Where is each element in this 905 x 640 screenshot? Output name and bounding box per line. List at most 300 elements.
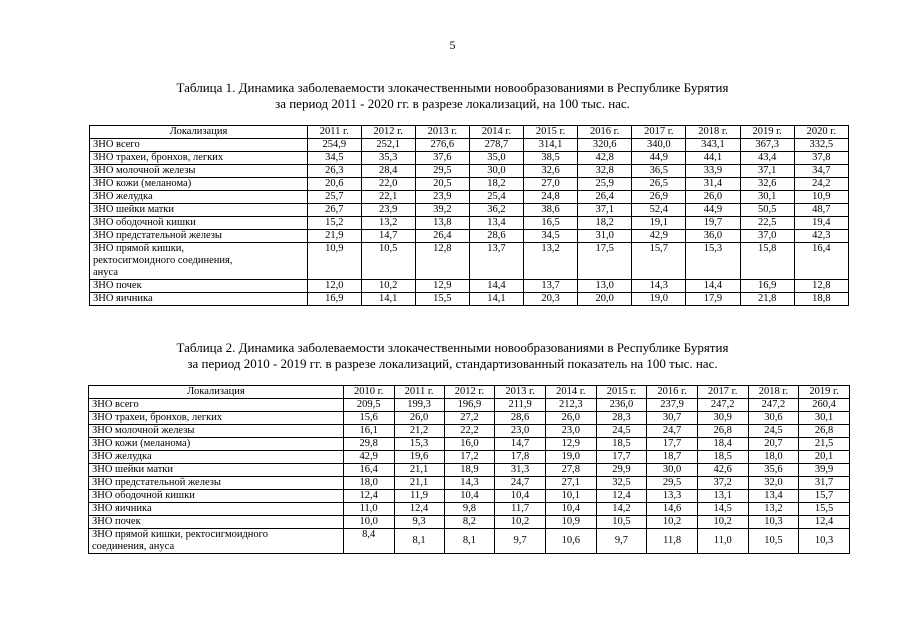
table-cell: 26,3 [308, 165, 362, 178]
table-cell: 25,9 [578, 178, 632, 191]
table-cell: 343,1 [686, 139, 740, 152]
row-label: ЗНО яичника [89, 503, 344, 516]
table-cell: 16,9 [308, 293, 362, 306]
column-header-year: 2013 г. [495, 386, 546, 399]
row-label-line: ануса [93, 267, 118, 278]
table-cell: 17,8 [495, 451, 546, 464]
row-label: ЗНО желудка [90, 191, 308, 204]
row-label: ЗНО желудка [89, 451, 344, 464]
table-cell: 10,2 [647, 516, 698, 529]
table1-caption-line1: Таблица 1. Динамика заболеваемости злокачественными новообразованиями в Республике Бурятия [176, 80, 729, 95]
row-label: ЗНО яичника [90, 293, 308, 306]
column-header-year: 2012 г. [444, 386, 495, 399]
table-cell: 10,9 [794, 191, 848, 204]
table-cell: 29,5 [415, 165, 469, 178]
table-cell: 14,7 [361, 230, 415, 243]
page-number: 5 [449, 38, 456, 52]
column-header-year: 2018 г. [686, 126, 740, 139]
table-cell: 36,2 [469, 204, 523, 217]
table-cell: 27,0 [524, 178, 578, 191]
table-cell: 10,6 [545, 529, 596, 554]
table-cell: 247,2 [748, 399, 799, 412]
table2-body [89, 399, 850, 554]
table-cell: 10,4 [444, 490, 495, 503]
table-row [90, 152, 849, 165]
column-header-year: 2017 г. [632, 126, 686, 139]
table-cell: 13,2 [748, 503, 799, 516]
table-cell: 39,2 [415, 204, 469, 217]
table-cell: 11,8 [647, 529, 698, 554]
row-label-line: ЗНО прямой кишки, ректосигмоидного [92, 529, 268, 540]
column-header-year: 2015 г. [524, 126, 578, 139]
table-cell: 50,5 [740, 204, 794, 217]
table-cell: 10,2 [361, 280, 415, 293]
table-cell: 18,5 [596, 438, 647, 451]
table-cell: 320,6 [578, 139, 632, 152]
row-label: ЗНО молочной железы [90, 165, 308, 178]
table-cell: 12,9 [415, 280, 469, 293]
table-cell: 15,3 [686, 243, 740, 280]
table-cell: 30,1 [799, 412, 850, 425]
table-cell: 18,4 [697, 438, 748, 451]
table-cell: 26,5 [632, 178, 686, 191]
table-cell: 254,9 [308, 139, 362, 152]
table-cell: 10,4 [495, 490, 546, 503]
table-cell: 37,2 [697, 477, 748, 490]
table-cell: 16,5 [524, 217, 578, 230]
table-cell: 13,3 [647, 490, 698, 503]
table-cell: 43,4 [740, 152, 794, 165]
table-cell: 52,4 [632, 204, 686, 217]
table-cell: 26,8 [697, 425, 748, 438]
table-cell: 39,9 [799, 464, 850, 477]
table-cell: 23,9 [415, 191, 469, 204]
table-cell: 35,0 [469, 152, 523, 165]
table-cell: 15,5 [799, 503, 850, 516]
table-cell: 20,1 [799, 451, 850, 464]
table-cell: 36,5 [632, 165, 686, 178]
table-cell: 14,4 [686, 280, 740, 293]
table-cell: 15,2 [308, 217, 362, 230]
table-cell: 16,4 [794, 243, 848, 280]
table-cell: 21,5 [799, 438, 850, 451]
row-label-line: ректосигмоидного соединения, [93, 255, 233, 266]
table-cell: 22,0 [361, 178, 415, 191]
table1-header-row [90, 126, 849, 139]
column-header-year: 2017 г. [697, 386, 748, 399]
table-cell: 35,3 [361, 152, 415, 165]
table-cell: 30,7 [647, 412, 698, 425]
table-cell: 252,1 [361, 139, 415, 152]
column-header-year: 2014 г. [469, 126, 523, 139]
table-cell: 211,9 [495, 399, 546, 412]
table-cell: 15,5 [415, 293, 469, 306]
table-cell: 42,9 [632, 230, 686, 243]
column-header-year: 2012 г. [361, 126, 415, 139]
column-header-year: 2011 г. [308, 126, 362, 139]
table-row [89, 490, 850, 503]
table-cell: 38,6 [524, 204, 578, 217]
table-cell: 19,1 [632, 217, 686, 230]
table1-body [90, 139, 849, 306]
row-label: ЗНО шейки матки [89, 464, 344, 477]
table-cell: 10,5 [361, 243, 415, 280]
table-cell: 24,5 [596, 425, 647, 438]
table-cell: 12,0 [308, 280, 362, 293]
table-cell: 212,3 [545, 399, 596, 412]
table-cell: 209,5 [343, 399, 394, 412]
table-cell: 32,8 [578, 165, 632, 178]
table-row [89, 425, 850, 438]
table1-caption-line2: за период 2011 - 2020 гг. в разрезе локализаций, на 100 тыс. нас. [275, 96, 630, 111]
table-cell: 29,5 [647, 477, 698, 490]
column-header-year: 2015 г. [596, 386, 647, 399]
table-cell: 8,2 [444, 516, 495, 529]
table-cell: 12,9 [545, 438, 596, 451]
table-cell: 9,8 [444, 503, 495, 516]
table-row [89, 477, 850, 490]
table-cell: 11,7 [495, 503, 546, 516]
table-cell: 20,0 [578, 293, 632, 306]
table-cell: 236,0 [596, 399, 647, 412]
table1-caption [0, 80, 905, 112]
table-cell: 26,9 [632, 191, 686, 204]
table-cell: 26,4 [415, 230, 469, 243]
table-cell: 10,5 [596, 516, 647, 529]
table-cell: 27,8 [545, 464, 596, 477]
table2-caption [0, 340, 905, 372]
table-cell: 13,1 [697, 490, 748, 503]
table-cell: 10,3 [748, 516, 799, 529]
table-cell: 21,9 [308, 230, 362, 243]
table-cell: 19,0 [545, 451, 596, 464]
table-cell: 34,5 [524, 230, 578, 243]
table-cell: 24,2 [794, 178, 848, 191]
table-cell: 14,1 [361, 293, 415, 306]
row-label: ЗНО всего [89, 399, 344, 412]
table2 [88, 385, 850, 554]
table-cell: 21,1 [394, 464, 444, 477]
table-row [90, 217, 849, 230]
table-cell: 32,6 [524, 165, 578, 178]
row-label: ЗНО кожи (меланома) [89, 438, 344, 451]
column-header-year: 2019 г. [740, 126, 794, 139]
row-label: ЗНО трахеи, бронхов, легких [90, 152, 308, 165]
table-cell: 18,0 [343, 477, 394, 490]
column-header-localization: Локализация [90, 126, 308, 139]
table-cell: 26,8 [799, 425, 850, 438]
table-cell: 16,1 [343, 425, 394, 438]
table-cell: 35,6 [748, 464, 799, 477]
table-cell: 14,4 [469, 280, 523, 293]
table-cell: 24,7 [647, 425, 698, 438]
table-cell: 314,1 [524, 139, 578, 152]
table-cell: 260,4 [799, 399, 850, 412]
table-cell: 367,3 [740, 139, 794, 152]
table-cell: 17,9 [686, 293, 740, 306]
table-cell: 12,8 [794, 280, 848, 293]
table-row [90, 165, 849, 178]
table-cell: 34,5 [308, 152, 362, 165]
row-label: ЗНО ободочной кишки [89, 490, 344, 503]
table2-caption-line2: за период 2010 - 2019 гг. в разрезе локализаций, стандартизованный показатель на 100 тыс. нас. [187, 356, 718, 371]
table-cell: 29,8 [343, 438, 394, 451]
column-header-year: 2011 г. [394, 386, 444, 399]
column-header-year: 2010 г. [343, 386, 394, 399]
table-cell: 37,0 [740, 230, 794, 243]
table-cell: 25,4 [469, 191, 523, 204]
table-cell: 13,2 [361, 217, 415, 230]
table-cell: 10,9 [308, 243, 362, 280]
table-cell: 13,0 [578, 280, 632, 293]
table-cell: 20,6 [308, 178, 362, 191]
table-cell: 15,7 [632, 243, 686, 280]
table-cell: 199,3 [394, 399, 444, 412]
table-row [90, 191, 849, 204]
table-row [89, 451, 850, 464]
table-row [90, 243, 849, 280]
table-cell: 20,3 [524, 293, 578, 306]
table-cell: 30,0 [469, 165, 523, 178]
table-cell: 30,9 [697, 412, 748, 425]
table-cell: 27,2 [444, 412, 495, 425]
table-cell: 13,7 [524, 280, 578, 293]
table-row [89, 412, 850, 425]
table-cell: 18,0 [748, 451, 799, 464]
row-label: ЗНО трахеи, бронхов, легких [89, 412, 344, 425]
row-label-line: ЗНО прямой кишки, [93, 243, 185, 254]
table-cell: 36,0 [686, 230, 740, 243]
table-cell: 14,5 [697, 503, 748, 516]
row-label: ЗНО молочной железы [89, 425, 344, 438]
table-cell: 14,7 [495, 438, 546, 451]
table-row [89, 464, 850, 477]
table-cell: 31,7 [799, 477, 850, 490]
table-row [90, 204, 849, 217]
table-cell: 15,3 [394, 438, 444, 451]
table-cell: 11,0 [343, 503, 394, 516]
table-cell: 33,9 [686, 165, 740, 178]
table-cell: 30,1 [740, 191, 794, 204]
row-label-line: соединения, ануса [92, 541, 175, 552]
column-header-year: 2018 г. [748, 386, 799, 399]
table-cell: 28,3 [596, 412, 647, 425]
column-header-year: 2016 г. [647, 386, 698, 399]
table-cell: 340,0 [632, 139, 686, 152]
table-cell: 12,8 [415, 243, 469, 280]
table-cell: 32,6 [740, 178, 794, 191]
table-cell: 8,1 [394, 529, 444, 554]
row-label: ЗНО кожи (меланома) [90, 178, 308, 191]
table-cell: 42,6 [697, 464, 748, 477]
table-row [89, 516, 850, 529]
column-header-year: 2013 г. [415, 126, 469, 139]
table-cell: 18,5 [697, 451, 748, 464]
row-label [89, 529, 344, 554]
row-label: ЗНО почек [89, 516, 344, 529]
table-cell: 16,4 [343, 464, 394, 477]
column-header-year: 2019 г. [799, 386, 850, 399]
table-cell: 19,7 [686, 217, 740, 230]
table-cell: 11,0 [697, 529, 748, 554]
table-cell: 21,8 [740, 293, 794, 306]
table-cell: 17,2 [444, 451, 495, 464]
table-cell: 38,5 [524, 152, 578, 165]
table-cell: 37,1 [578, 204, 632, 217]
table-row [90, 280, 849, 293]
table-cell: 26,0 [545, 412, 596, 425]
table-cell: 10,2 [697, 516, 748, 529]
table-cell: 10,1 [545, 490, 596, 503]
table-row [90, 139, 849, 152]
table-cell: 10,5 [748, 529, 799, 554]
table-cell: 8,1 [444, 529, 495, 554]
table-cell: 19,4 [794, 217, 848, 230]
table-cell: 31,4 [686, 178, 740, 191]
row-label: ЗНО ободочной кишки [90, 217, 308, 230]
table-row [90, 293, 849, 306]
table-cell: 10,3 [799, 529, 850, 554]
table-cell: 9,7 [495, 529, 546, 554]
table-cell: 28,6 [495, 412, 546, 425]
table-cell: 42,8 [578, 152, 632, 165]
table-cell: 19,6 [394, 451, 444, 464]
table-cell: 44,1 [686, 152, 740, 165]
table-cell: 48,7 [794, 204, 848, 217]
table-cell: 14,1 [469, 293, 523, 306]
column-header-localization: Локализация [89, 386, 344, 399]
column-header-year: 2020 г. [794, 126, 848, 139]
table-cell: 28,4 [361, 165, 415, 178]
table-cell: 13,4 [748, 490, 799, 503]
row-label: ЗНО предстательной железы [89, 477, 344, 490]
table-cell: 12,4 [596, 490, 647, 503]
table-row [90, 178, 849, 191]
table-cell: 196,9 [444, 399, 495, 412]
table-cell: 32,5 [596, 477, 647, 490]
table-cell: 15,6 [343, 412, 394, 425]
table1 [89, 125, 849, 306]
table-cell: 31,0 [578, 230, 632, 243]
table-cell: 17,5 [578, 243, 632, 280]
row-label: ЗНО почек [90, 280, 308, 293]
table-cell: 24,8 [524, 191, 578, 204]
table-cell: 18,8 [794, 293, 848, 306]
table-cell: 37,6 [415, 152, 469, 165]
table-cell: 12,4 [394, 503, 444, 516]
table-cell: 28,6 [469, 230, 523, 243]
table-cell: 332,5 [794, 139, 848, 152]
table-cell: 278,7 [469, 139, 523, 152]
table-cell: 23,0 [545, 425, 596, 438]
table-cell: 14,2 [596, 503, 647, 516]
table-cell: 16,0 [444, 438, 495, 451]
table-cell: 15,7 [799, 490, 850, 503]
table-cell: 10,2 [495, 516, 546, 529]
table-cell: 42,9 [343, 451, 394, 464]
table-cell: 8,4 [343, 529, 394, 554]
table-cell: 12,4 [799, 516, 850, 529]
table-cell: 34,7 [794, 165, 848, 178]
table2-caption-line1: Таблица 2. Динамика заболеваемости злокачественными новообразованиями в Республике Бурятия [176, 340, 729, 355]
table-cell: 20,7 [748, 438, 799, 451]
table-cell: 44,9 [632, 152, 686, 165]
table-cell: 32,0 [748, 477, 799, 490]
table-cell: 13,2 [524, 243, 578, 280]
table-cell: 30,0 [647, 464, 698, 477]
table-cell: 276,6 [415, 139, 469, 152]
table-cell: 26,0 [686, 191, 740, 204]
table-cell: 21,1 [394, 477, 444, 490]
table-cell: 22,5 [740, 217, 794, 230]
table-cell: 237,9 [647, 399, 698, 412]
table-cell: 14,3 [632, 280, 686, 293]
table-cell: 13,8 [415, 217, 469, 230]
table-cell: 13,7 [469, 243, 523, 280]
row-label: ЗНО всего [90, 139, 308, 152]
table-row [89, 503, 850, 516]
row-label: ЗНО предстательной железы [90, 230, 308, 243]
table-cell: 9,3 [394, 516, 444, 529]
table2-header-row [89, 386, 850, 399]
table-cell: 23,0 [495, 425, 546, 438]
table-cell: 44,9 [686, 204, 740, 217]
table-cell: 30,6 [748, 412, 799, 425]
table-cell: 27,1 [545, 477, 596, 490]
table-cell: 18,9 [444, 464, 495, 477]
table-cell: 29,9 [596, 464, 647, 477]
table-cell: 14,3 [444, 477, 495, 490]
table-cell: 25,7 [308, 191, 362, 204]
table-cell: 12,4 [343, 490, 394, 503]
table-cell: 22,1 [361, 191, 415, 204]
table-cell: 37,8 [794, 152, 848, 165]
table-cell: 18,2 [469, 178, 523, 191]
table-cell: 16,9 [740, 280, 794, 293]
table-cell: 26,4 [578, 191, 632, 204]
table-cell: 31,3 [495, 464, 546, 477]
column-header-year: 2016 г. [578, 126, 632, 139]
row-label [90, 243, 308, 280]
table-cell: 26,7 [308, 204, 362, 217]
table-cell: 15,8 [740, 243, 794, 280]
table-cell: 23,9 [361, 204, 415, 217]
table-cell: 20,5 [415, 178, 469, 191]
table-cell: 42,3 [794, 230, 848, 243]
table-cell: 17,7 [647, 438, 698, 451]
table-cell: 17,7 [596, 451, 647, 464]
row-label: ЗНО шейки матки [90, 204, 308, 217]
table-cell: 18,7 [647, 451, 698, 464]
table-cell: 22,2 [444, 425, 495, 438]
table-cell: 247,2 [697, 399, 748, 412]
table-cell: 21,2 [394, 425, 444, 438]
table-cell: 9,7 [596, 529, 647, 554]
table-cell: 10,4 [545, 503, 596, 516]
table-cell: 24,5 [748, 425, 799, 438]
table-cell: 26,0 [394, 412, 444, 425]
table-cell: 24,7 [495, 477, 546, 490]
column-header-year: 2014 г. [545, 386, 596, 399]
table-cell: 10,0 [343, 516, 394, 529]
table-row [89, 438, 850, 451]
table-row [89, 399, 850, 412]
table-cell: 14,6 [647, 503, 698, 516]
table-cell: 18,2 [578, 217, 632, 230]
table-row [89, 529, 850, 554]
table-cell: 37,1 [740, 165, 794, 178]
table-row [90, 230, 849, 243]
